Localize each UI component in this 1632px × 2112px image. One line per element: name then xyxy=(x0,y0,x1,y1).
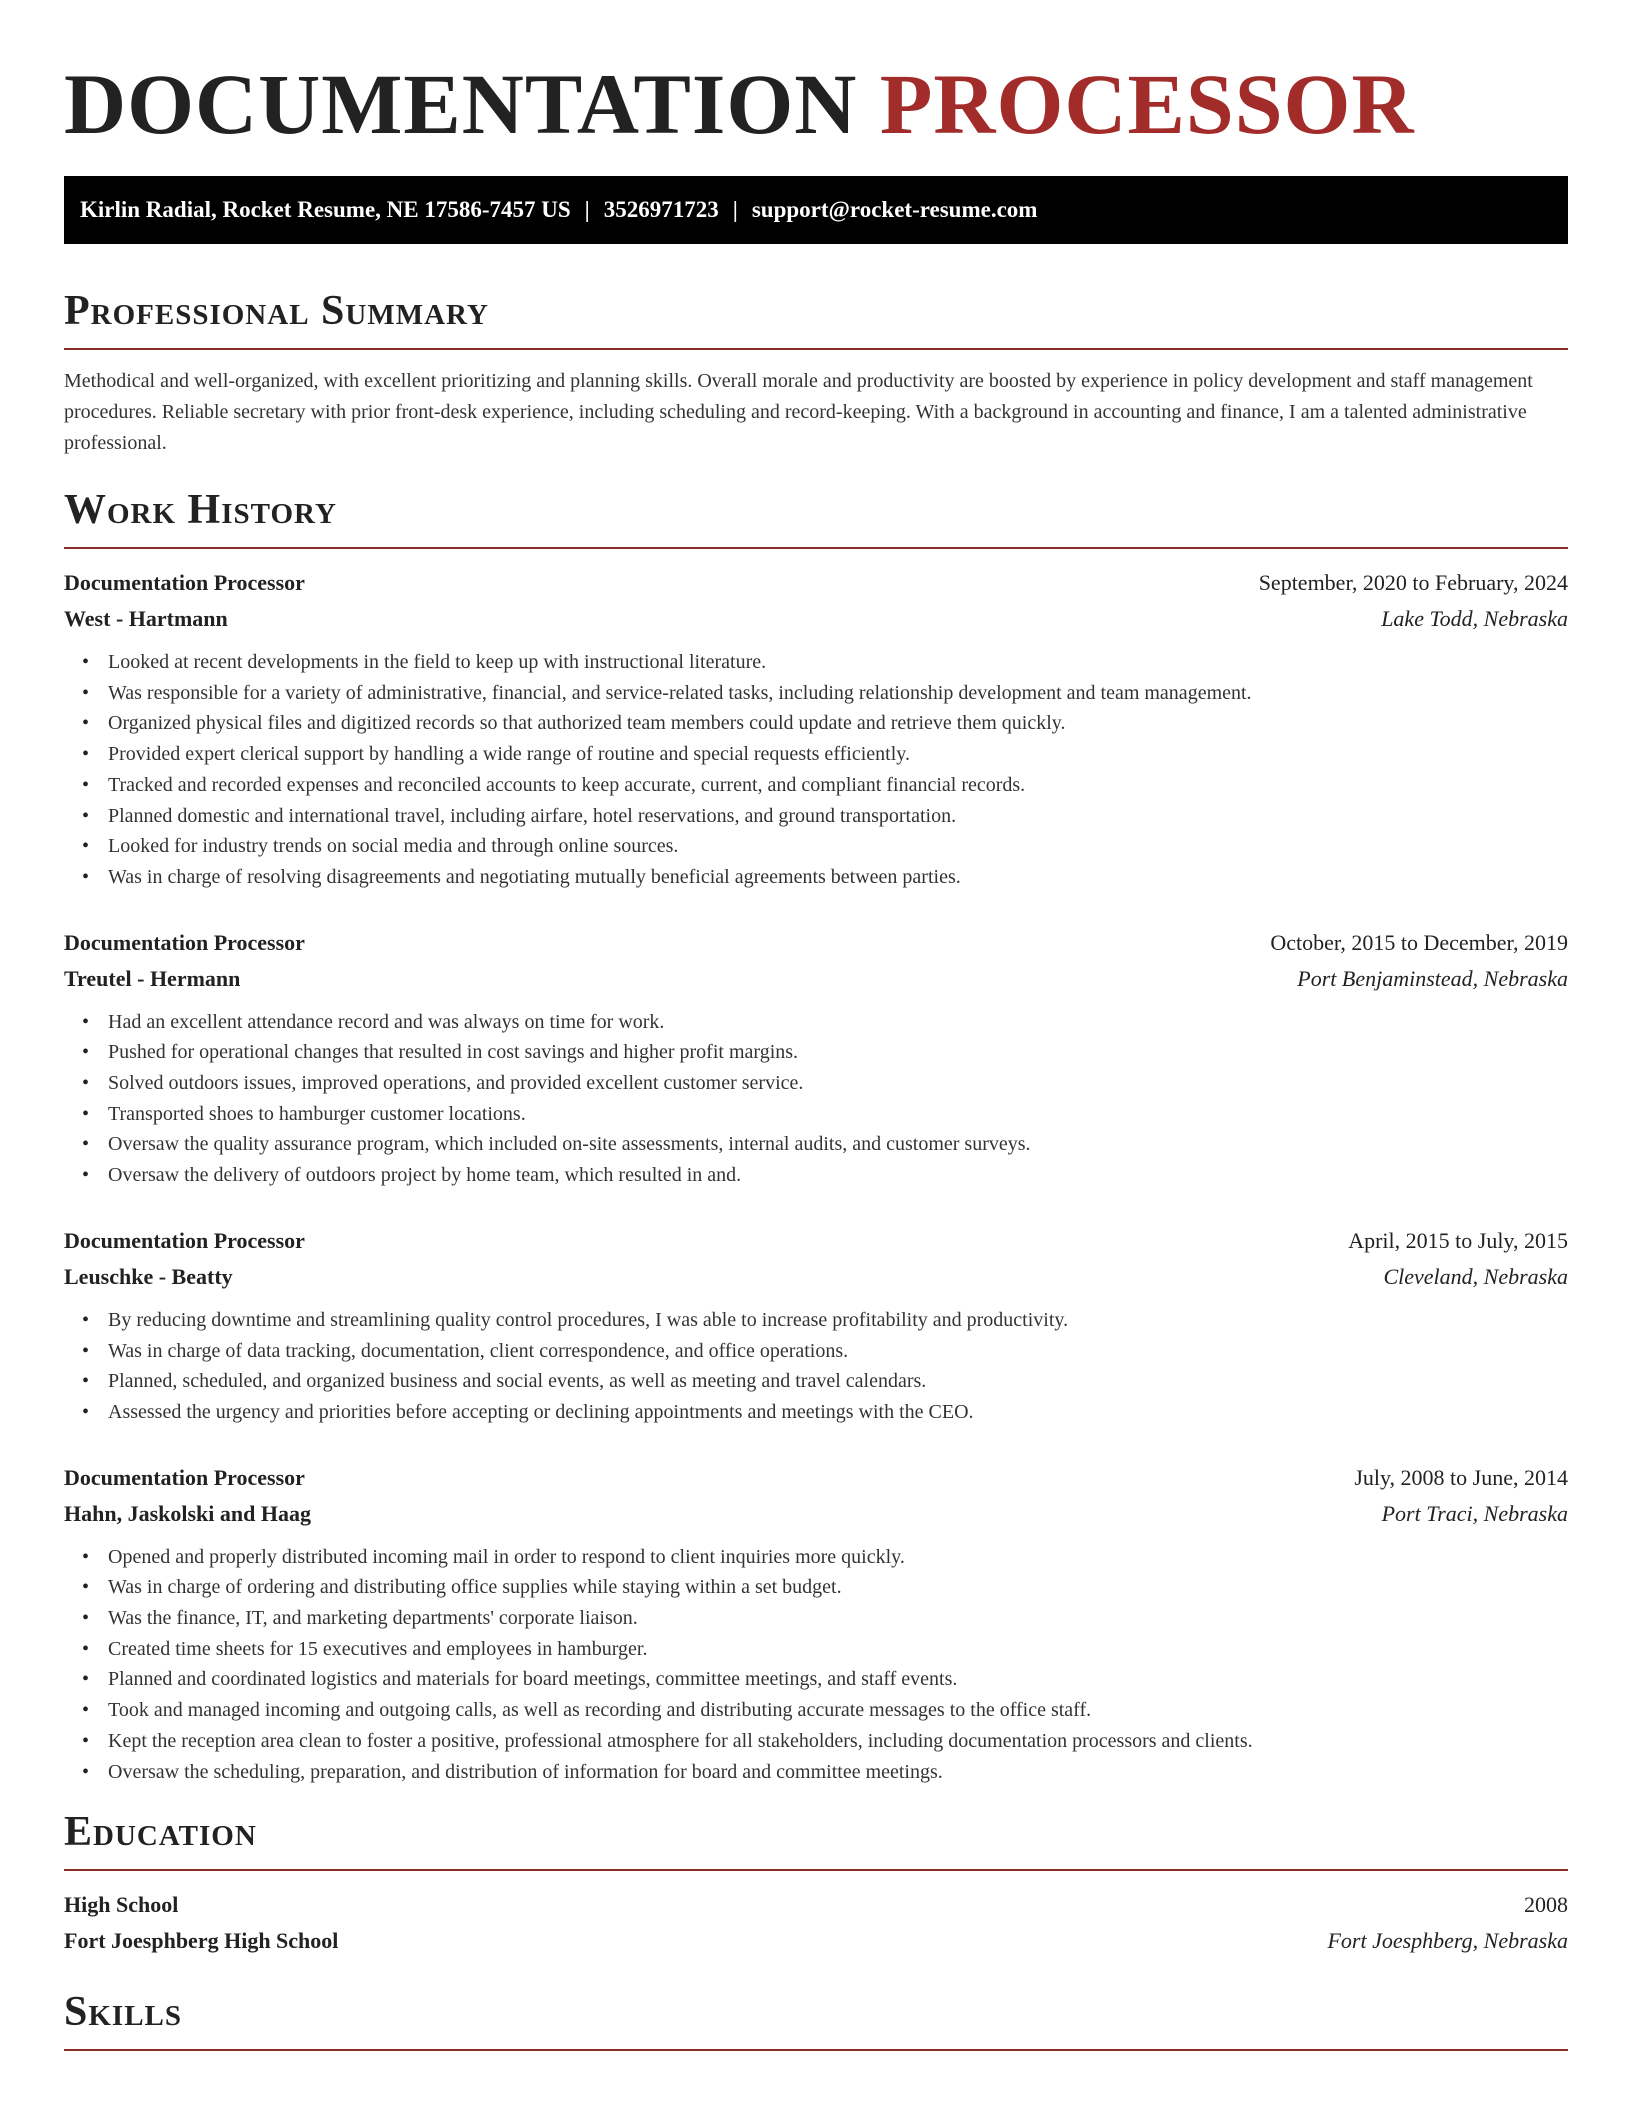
list-item: • Was the finance, IT, and marketing departments' corporate liaison. xyxy=(64,1603,1568,1634)
job-subheader xyxy=(64,961,1568,997)
job-company: Hahn, Jaskolski and Haag xyxy=(64,1500,311,1526)
list-item: • Was responsible for a variety of administrative, financial, and service-related tasks, including relationship development and team management. xyxy=(64,678,1568,709)
list-item: • Transported shoes to hamburger customer locations. xyxy=(64,1099,1568,1130)
job-dates: April, 2015 to July, 2015 xyxy=(1348,1227,1568,1253)
section-title-skills: Skills xyxy=(64,1989,183,2036)
work-history-section xyxy=(64,485,1568,1787)
job-location: Port Traci, Nebraska xyxy=(1381,1500,1568,1526)
job-entry xyxy=(64,1460,1568,1788)
name-last: PROCESSOR xyxy=(879,56,1415,152)
job-bullets xyxy=(64,1305,1568,1428)
job-bullets xyxy=(64,647,1568,893)
job-company: West - Hartmann xyxy=(64,606,228,631)
list-item: • Solved outdoors issues, improved operations, and provided excellent customer service. xyxy=(64,1068,1568,1099)
job-location: Port Benjaminstead, Nebraska xyxy=(1297,965,1568,991)
contact-phone: 3526971723 xyxy=(603,197,719,222)
job-location: Lake Todd, Nebraska xyxy=(1381,606,1568,631)
job-location: Cleveland, Nebraska xyxy=(1383,1263,1568,1289)
education-degree: High School xyxy=(64,1892,179,1918)
job-header xyxy=(64,925,1568,961)
job-header xyxy=(64,1460,1568,1496)
list-item: • By reducing downtime and streamlining quality control procedures, I was able to increase profitability and productivity. xyxy=(64,1305,1568,1336)
list-item: • Oversaw the scheduling, preparation, and distribution of information for board and committee meetings. xyxy=(64,1757,1568,1788)
contact-email: support@rocket-resume.com xyxy=(751,197,1038,222)
list-item: • Provided expert clerical support by handling a wide range of routine and special requests efficiently. xyxy=(64,739,1568,770)
list-item: • Was in charge of data tracking, documentation, client correspondence, and office operations. xyxy=(64,1336,1568,1367)
job-subheader xyxy=(64,1259,1568,1295)
education-section xyxy=(64,1807,1568,1959)
job-company: Leuschke - Beatty xyxy=(64,1263,233,1289)
contact-separator: | xyxy=(584,197,590,222)
list-item: • Organized physical files and digitized records so that authorized team members could update and retrieve them quickly. xyxy=(64,708,1568,739)
job-role: Documentation Processor xyxy=(64,1464,305,1490)
job-dates: July, 2008 to June, 2014 xyxy=(1354,1464,1568,1490)
list-item: • Planned domestic and international travel, including airfare, hotel reservations, and ground transportation. xyxy=(64,801,1568,832)
education-entry xyxy=(64,1887,1568,1959)
list-item: • Was in charge of ordering and distributing office supplies while staying within a set budget. xyxy=(64,1572,1568,1603)
list-item: • Was in charge of resolving disagreements and negotiating mutually beneficial agreements between parties. xyxy=(64,862,1568,893)
summary-section xyxy=(64,286,1568,459)
job-role: Documentation Processor xyxy=(64,1227,305,1253)
skills-section xyxy=(64,1987,1568,2051)
job-bullets xyxy=(64,1007,1568,1191)
list-item: • Opened and properly distributed incoming mail in order to respond to client inquiries more quickly. xyxy=(64,1542,1568,1573)
job-subheader xyxy=(64,1496,1568,1532)
section-title-work-history: Work History xyxy=(64,487,337,533)
section-divider xyxy=(64,348,1568,350)
education-year: 2008 xyxy=(1524,1892,1568,1918)
list-item: • Pushed for operational changes that resulted in cost savings and higher profit margins. xyxy=(64,1037,1568,1068)
resume-page xyxy=(64,0,1568,2051)
job-role: Documentation Processor xyxy=(64,570,305,595)
list-item: • Assessed the urgency and priorities before accepting or declining appointments and meetings with the CEO. xyxy=(64,1397,1568,1428)
list-item: • Tracked and recorded expenses and reconciled accounts to keep accurate, current, and compliant financial records. xyxy=(64,770,1568,801)
education-school: Fort Joesphberg High School xyxy=(64,1928,339,1954)
contact-separator: | xyxy=(732,197,738,222)
job-subheader xyxy=(64,601,1568,637)
job-company: Treutel - Hermann xyxy=(64,965,241,991)
job-entry xyxy=(64,565,1568,893)
list-item: • Planned, scheduled, and organized business and social events, as well as meeting and travel calendars. xyxy=(64,1366,1568,1397)
resume-name xyxy=(64,0,1568,162)
job-bullets xyxy=(64,1542,1568,1788)
section-divider xyxy=(64,547,1568,549)
name-first: DOCUMENTATION xyxy=(64,56,858,152)
list-item: • Had an excellent attendance record and was always on time for work. xyxy=(64,1007,1568,1038)
job-dates: October, 2015 to December, 2019 xyxy=(1270,929,1568,955)
list-item: • Planned and coordinated logistics and materials for board meetings, committee meetings, and staff events. xyxy=(64,1664,1568,1695)
list-item: • Created time sheets for 15 executives and employees in hamburger. xyxy=(64,1634,1568,1665)
section-divider xyxy=(64,1869,1568,1871)
summary-text: Methodical and well-organized, with excellent prioritizing and planning skills. Overall morale and productivity are boosted by experience in policy development and staff management procedures. Reliable secretary with prior front-desk experience, including scheduling and record-keeping. With a background in accounting and finance, I am a talented administrative professional. xyxy=(64,370,1533,454)
contact-bar xyxy=(64,176,1568,244)
job-entry xyxy=(64,1223,1568,1428)
list-item: • Oversaw the delivery of outdoors project by home team, which resulted in and. xyxy=(64,1160,1568,1191)
section-title-education: Education xyxy=(64,1809,257,1856)
job-header xyxy=(64,1223,1568,1259)
section-divider xyxy=(64,2049,1568,2051)
education-location: Fort Joesphberg, Nebraska xyxy=(1327,1928,1568,1954)
job-entry xyxy=(64,925,1568,1191)
job-role: Documentation Processor xyxy=(64,929,305,955)
job-dates: September, 2020 to February, 2024 xyxy=(1258,570,1568,595)
list-item: • Kept the reception area clean to foster a positive, professional atmosphere for all stakeholders, including documentation processors and clients. xyxy=(64,1726,1568,1757)
list-item: • Looked at recent developments in the field to keep up with instructional literature. xyxy=(64,647,1568,678)
section-title-summary: Professional Summary xyxy=(64,288,489,334)
job-header xyxy=(64,565,1568,601)
education-header xyxy=(64,1887,1568,1923)
education-subheader xyxy=(64,1923,1568,1959)
list-item: • Took and managed incoming and outgoing calls, as well as recording and distributing accurate messages to the office staff. xyxy=(64,1695,1568,1726)
list-item: • Oversaw the quality assurance program, which included on-site assessments, internal audits, and customer surveys. xyxy=(64,1129,1568,1160)
list-item: • Looked for industry trends on social media and through online sources. xyxy=(64,831,1568,862)
contact-address: Kirlin Radial, Rocket Resume, NE 17586-7457 US xyxy=(80,197,571,222)
